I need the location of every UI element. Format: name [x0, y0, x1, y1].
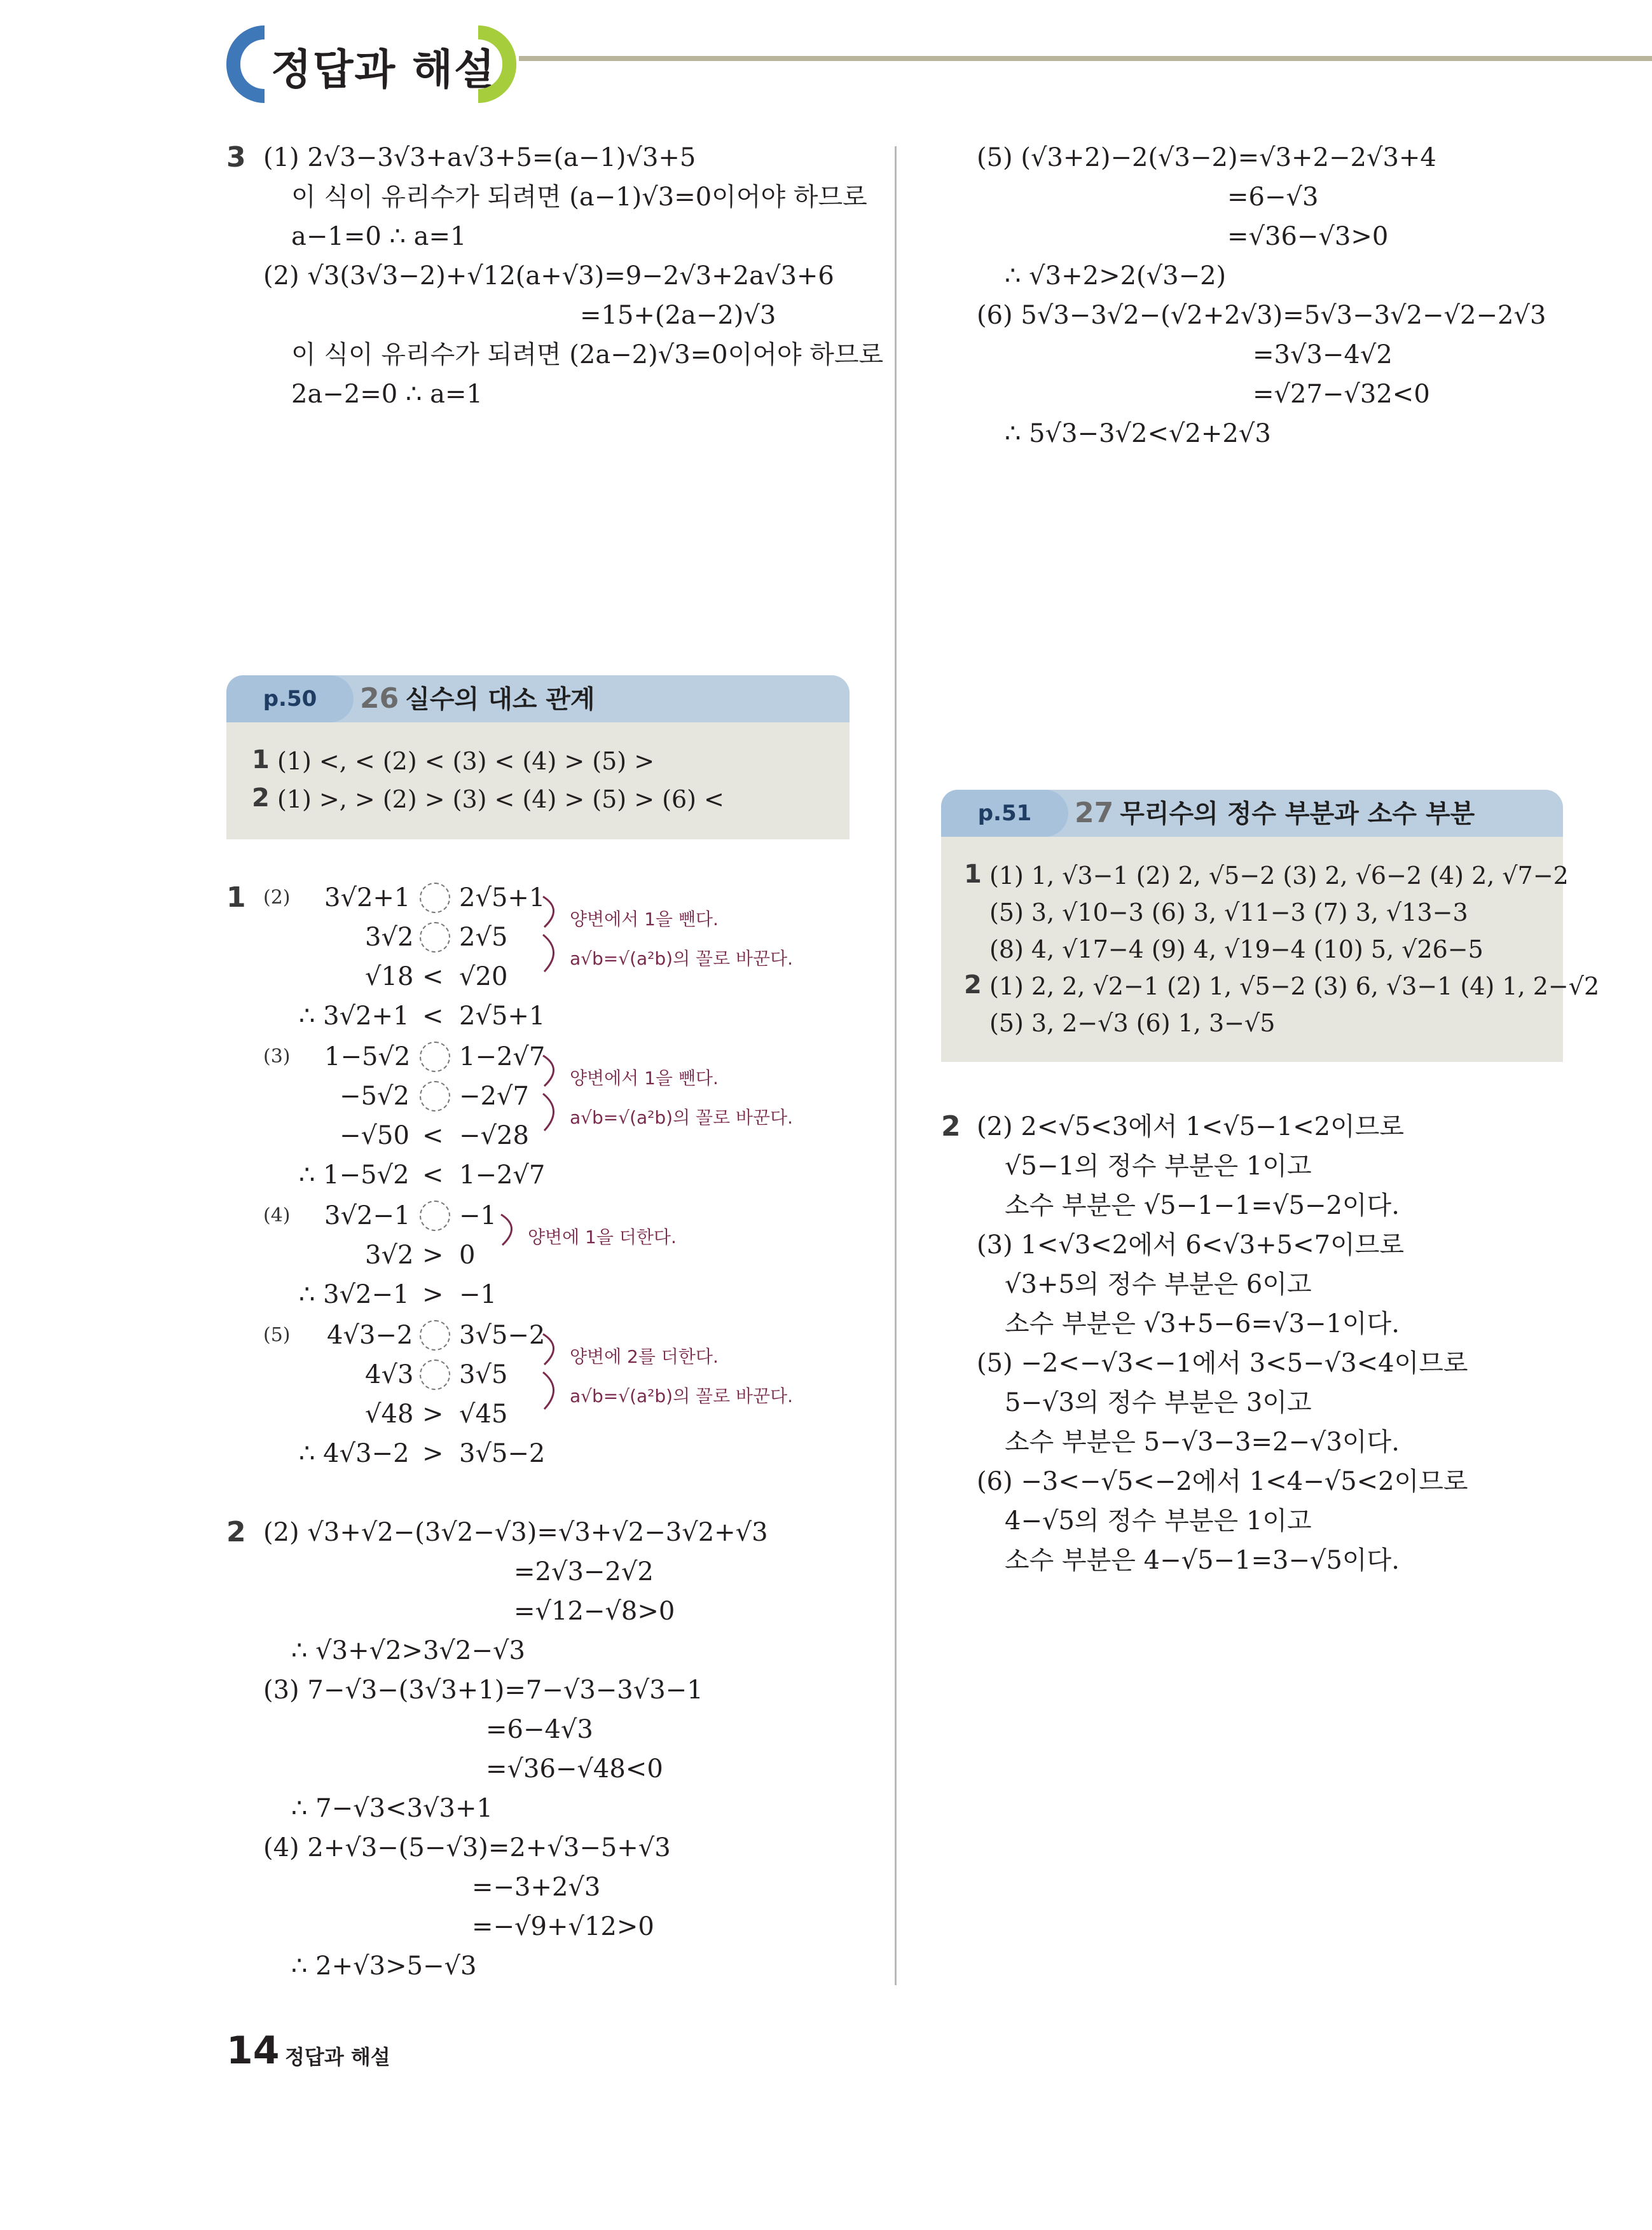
q1-2-r3-right: √20	[459, 962, 508, 991]
problem-2-number: 2	[226, 1516, 246, 1548]
step-arrow	[542, 895, 567, 984]
r-q2-line-7: (5) −2<−√3<−1에서 3<5−√3<4이므로	[977, 1349, 1468, 1378]
header-title: 정답과 해설	[271, 45, 496, 94]
r-q2-line-8: 5−√3의 정수 부분은 3이고	[1005, 1388, 1312, 1417]
compare-blank	[420, 1320, 450, 1351]
q1-3-r4-op: <	[422, 1160, 444, 1190]
q2-line-6: =6−4√3	[486, 1715, 593, 1744]
q1-4-r3-left: ∴ 3√2−1	[299, 1280, 410, 1309]
r-q2-line-6: 소수 부분은 √3+5−6=√3−1이다.	[1005, 1309, 1400, 1339]
q2-line-10: =−3+2√3	[472, 1873, 601, 1902]
q2-line-3: =√12−√8>0	[514, 1597, 675, 1626]
header-rule	[519, 56, 1652, 61]
q1-2-r4-left: ∴ 3√2+1	[299, 1001, 410, 1031]
step-arrow	[542, 1054, 567, 1143]
header-right-bracket	[478, 25, 516, 103]
section-27-q2-number: 2	[964, 970, 982, 1000]
section-26-number: 26	[360, 682, 399, 715]
section-26-answer-2: (1) >, > (2) > (3) < (4) > (5) > (6) <	[277, 785, 724, 813]
q1-4-r1-left: 3√2−1	[324, 1201, 411, 1230]
q1-3-r4-left: ∴ 1−5√2	[299, 1160, 410, 1190]
r-q2-line-1: (2) 2<√5<3에서 1<√5−1<2이므로	[977, 1112, 1404, 1141]
r-cont-line-2: =6−√3	[1227, 182, 1319, 212]
q1-5-r3-left: √48	[365, 1400, 414, 1429]
compare-blank	[420, 1359, 450, 1390]
q1-2-label: (2)	[263, 886, 291, 909]
q1-2-r3-op: <	[422, 962, 444, 991]
r-cont-line-6: =3√3−4√2	[1253, 340, 1393, 369]
p3-line-3: a−1=0 ∴ a=1	[291, 222, 467, 251]
p3-line-6: 이 식이 유리수가 되려면 (2a−2)√3=0이어야 하므로	[291, 340, 884, 369]
note-rewrite-form: a√b=√(a²b)의 꼴로 바꾼다.	[570, 948, 794, 969]
r-q2-line-2: √5−1의 정수 부분은 1이고	[1005, 1152, 1312, 1181]
section-26-answer-1: (1) <, < (2) < (3) < (4) > (5) >	[277, 747, 655, 775]
section-27-number: 27	[1075, 797, 1114, 829]
section-27-line-1: (1) 1, √3−1 (2) 2, √5−2 (3) 2, √6−2 (4) 2, √7−2	[989, 862, 1569, 890]
q2-line-12: ∴ 2+√3>5−√3	[291, 1951, 477, 1981]
note-add-one: 양변에 1을 더한다.	[528, 1227, 677, 1248]
q1-5-r1-right: 3√5−2	[459, 1321, 546, 1350]
q1-4-r2-right: 0	[459, 1241, 476, 1270]
q1-2-r3-left: √18	[365, 962, 414, 991]
q2-line-9: (4) 2+√3−(5−√3)=2+√3−5+√3	[263, 1833, 671, 1862]
section-26-page: p.50	[226, 675, 354, 722]
section-27-q1-number: 1	[964, 860, 982, 889]
compare-blank	[420, 1081, 450, 1112]
q1-5-r2-right: 3√5	[459, 1360, 508, 1389]
r-cont-line-1: (5) (√3+2)−2(√3−2)=√3+2−2√3+4	[977, 143, 1436, 172]
q2-line-5: (3) 7−√3−(3√3+1)=7−√3−3√3−1	[263, 1676, 703, 1705]
page-number: 14	[226, 2028, 280, 2073]
footer-label: 정답과 해설	[285, 2045, 390, 2069]
p3-line-2: 이 식이 유리수가 되려면 (a−1)√3=0이어야 하므로	[291, 182, 867, 212]
q1-3-r2-right: −2√7	[459, 1082, 529, 1111]
q2-line-8: ∴ 7−√3<3√3+1	[291, 1794, 493, 1823]
step-arrow	[542, 1333, 567, 1422]
page-header	[226, 23, 1652, 106]
q1-3-r4-right: 1−2√7	[459, 1160, 546, 1190]
p3-line-5: =15+(2a−2)√3	[580, 301, 776, 330]
q2-line-1: (2) √3+√2−(3√2−√3)=√3+√2−3√2+√3	[263, 1518, 768, 1547]
section-27-line-4: (1) 2, 2, √2−1 (2) 1, √5−2 (3) 6, √3−1 (4) 1, 2−√2	[989, 972, 1600, 1000]
p3-line-4: (2) √3(3√3−2)+√12(a+√3)=9−2√3+2a√3+6	[263, 261, 834, 291]
r-cont-line-5: (6) 5√3−3√2−(√2+2√3)=5√3−3√2−√2−2√3	[977, 301, 1546, 330]
step-arrow	[500, 1213, 525, 1258]
r-cont-line-8: ∴ 5√3−3√2<√2+2√3	[1005, 419, 1271, 448]
q1-2-r2-right: 2√5	[459, 923, 508, 952]
q1-3-r3-op: <	[422, 1121, 444, 1150]
q1-2-r1-right: 2√5+1	[459, 883, 546, 912]
section-26-title-text: 실수의 대소 관계	[405, 685, 595, 714]
r-q2-line-3: 소수 부분은 √5−1−1=√5−2이다.	[1005, 1191, 1400, 1220]
compare-blank	[420, 883, 450, 913]
section-27-page: p.51	[941, 790, 1068, 837]
r-q2-line-4: (3) 1<√3<2에서 6<√3+5<7이므로	[977, 1230, 1404, 1260]
r-cont-line-7: =√27−√32<0	[1253, 380, 1430, 409]
section-27-line-3: (8) 4, √17−4 (9) 4, √19−4 (10) 5, √26−5	[989, 935, 1483, 963]
r-q2-line-5: √3+5의 정수 부분은 6이고	[1005, 1270, 1312, 1299]
q2-line-7: =√36−√48<0	[486, 1754, 663, 1784]
q1-5-label: (5)	[263, 1324, 291, 1346]
q1-5-r4-left: ∴ 4√3−2	[299, 1439, 410, 1468]
q1-3-r1-right: 1−2√7	[459, 1042, 546, 1071]
column-divider	[895, 146, 897, 1985]
r-q2-line-12: 소수 부분은 4−√5−1=3−√5이다.	[1005, 1546, 1400, 1575]
q1-5-r1-left: 4√3−2	[327, 1321, 413, 1350]
section-26-box	[226, 675, 850, 839]
section-27-title	[1075, 790, 1475, 837]
q1-4-r1-right: −1	[459, 1201, 497, 1230]
section-27-line-2: (5) 3, √10−3 (6) 3, √11−3 (7) 3, √13−3	[989, 898, 1468, 926]
q2-line-11: =−√9+√12>0	[472, 1912, 654, 1941]
section-26-title	[360, 675, 595, 722]
p3-line-7: 2a−2=0 ∴ a=1	[291, 380, 483, 409]
q1-4-r2-left: 3√2	[365, 1241, 414, 1270]
section-27-title-text: 무리수의 정수 부분과 소수 부분	[1120, 799, 1475, 829]
q1-3-r3-left: −√50	[340, 1121, 410, 1150]
section-27-box	[941, 790, 1600, 1062]
r-problem-2-number: 2	[941, 1110, 961, 1143]
note-subtract-one: 양변에서 1을 뺀다.	[570, 1068, 719, 1089]
section-27-line-5: (5) 3, 2−√3 (6) 1, 3−√5	[989, 1009, 1276, 1037]
compare-blank	[420, 1042, 450, 1072]
q1-2-r4-op: <	[422, 1001, 444, 1031]
q1-5-r2-left: 4√3	[365, 1360, 414, 1389]
q1-5-r3-op: >	[422, 1400, 444, 1429]
problem-3-number: 3	[226, 141, 246, 174]
r-q2-line-11: 4−√5의 정수 부분은 1이고	[1005, 1506, 1312, 1536]
q1-4-r3-right: −1	[459, 1280, 497, 1309]
q1-3-r3-right: −√28	[459, 1121, 529, 1150]
note-rewrite-form: a√b=√(a²b)의 꼴로 바꾼다.	[570, 1107, 794, 1128]
q1-3-r1-left: 1−5√2	[324, 1042, 411, 1071]
note-add-two: 양변에 2를 더한다.	[570, 1346, 719, 1367]
section-26-q2-number: 2	[252, 783, 270, 813]
header-left-bracket	[226, 25, 265, 103]
r-q2-line-9: 소수 부분은 5−√3−3=2−√3이다.	[1005, 1428, 1400, 1457]
q1-4-r3-op: >	[422, 1280, 444, 1309]
note-rewrite-form: a√b=√(a²b)의 꼴로 바꾼다.	[570, 1386, 794, 1407]
compare-blank	[420, 1201, 450, 1231]
q1-5-r4-right: 3√5−2	[459, 1439, 546, 1468]
q1-2-r1-left: 3√2+1	[324, 883, 411, 912]
q2-line-2: =2√3−2√2	[514, 1557, 654, 1586]
r-cont-line-3: =√36−√3>0	[1227, 222, 1389, 251]
q1-5-r3-right: √45	[459, 1400, 508, 1429]
q1-3-r2-left: −5√2	[340, 1082, 410, 1111]
q1-2-r2-left: 3√2	[365, 923, 414, 952]
r-q2-line-10: (6) −3<−√5<−2에서 1<4−√5<2이므로	[977, 1467, 1468, 1496]
q1-5-r4-op: >	[422, 1439, 444, 1468]
problem-1-number: 1	[226, 881, 246, 914]
note-subtract-one: 양변에서 1을 뺀다.	[570, 909, 719, 930]
section-26-q1-number: 1	[252, 745, 270, 774]
compare-blank	[420, 922, 450, 953]
q1-4-r2-op: >	[422, 1241, 444, 1270]
q1-3-label: (3)	[263, 1045, 291, 1068]
q2-line-4: ∴ √3+√2>3√2−√3	[291, 1636, 525, 1665]
p3-line-1: (1) 2√3−3√3+a√3+5=(a−1)√3+5	[263, 143, 696, 172]
q1-4-label: (4)	[263, 1204, 291, 1227]
q1-2-r4-right: 2√5+1	[459, 1001, 546, 1031]
r-cont-line-4: ∴ √3+2>2(√3−2)	[1005, 261, 1227, 291]
